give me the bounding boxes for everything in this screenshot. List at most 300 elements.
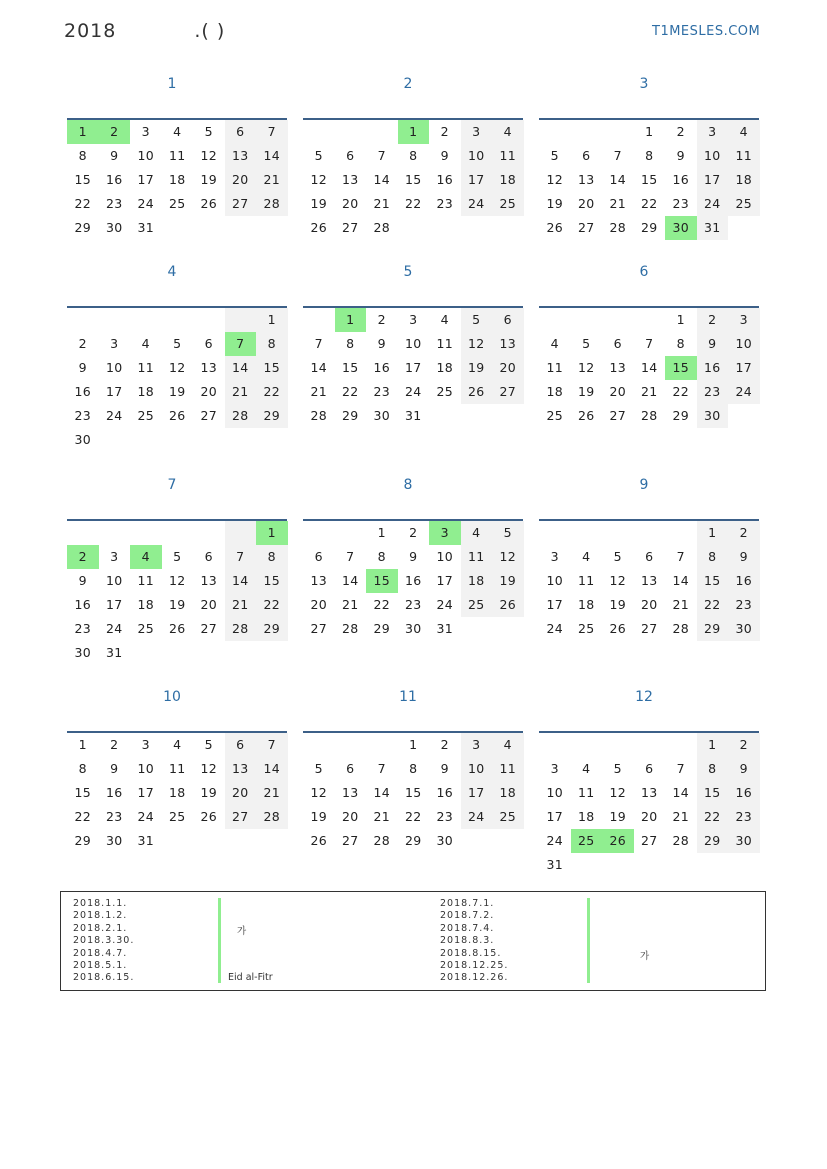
day-cell: 24 [697, 192, 729, 216]
empty-cell [602, 308, 634, 332]
day-cell: 22 [672, 384, 689, 399]
day-cell: 18 [168, 785, 186, 800]
day-cell: 18 [577, 809, 595, 824]
day-cell: 25 [168, 196, 186, 211]
day-cell: 4 [173, 124, 182, 139]
legend-date: 2018.1.2. [73, 910, 128, 922]
day-cell: 29 [697, 617, 729, 641]
day-cell: 16 [728, 781, 760, 805]
holiday-legend [60, 891, 766, 991]
day-cell: 7 [676, 549, 685, 564]
day-cell: 24 [105, 408, 123, 423]
day-cell: 21 [341, 597, 359, 612]
day-cell: 1 [256, 308, 288, 332]
legend-right-dates [440, 898, 508, 985]
day-cell: 17 [461, 781, 493, 805]
day-cell: 11 [137, 360, 154, 375]
day-cell: 6 [582, 148, 591, 163]
month-grid [67, 731, 287, 853]
day-cell: 3 [141, 737, 150, 752]
day-cell: 19 [577, 384, 595, 399]
day-cell: 16 [672, 172, 689, 187]
day-cell: 4 [440, 312, 449, 327]
empty-cell [225, 308, 257, 332]
day-cell: 9 [728, 545, 760, 569]
month-grid [539, 306, 759, 428]
day-cell: 2 [377, 312, 386, 327]
day-cell: 25 [436, 384, 453, 399]
day-cell: 13 [640, 573, 658, 588]
day-cell: 27 [200, 621, 217, 636]
day-cell: 24 [105, 621, 123, 636]
day-cell: 1 [676, 312, 685, 327]
day-cell: 5 [204, 124, 213, 139]
day-cell: 9 [78, 360, 87, 375]
day-cell: 9 [377, 336, 386, 351]
day-cell: 5 [204, 737, 213, 752]
empty-cell [634, 308, 666, 332]
day-cell: 29 [341, 408, 359, 423]
day-cell: 23 [697, 380, 729, 404]
day-cell: 26 [200, 809, 217, 824]
legend-left-bar [218, 898, 221, 983]
day-cell: 1 [398, 120, 430, 144]
day-cell: 20 [577, 196, 595, 211]
day-cell: 16 [373, 360, 390, 375]
day-cell: 23 [105, 196, 123, 211]
empty-cell [602, 521, 634, 545]
day-cell: 16 [728, 569, 760, 593]
day-cell: 4 [141, 336, 150, 351]
day-cell: 25 [137, 621, 154, 636]
day-cell: 17 [697, 168, 729, 192]
day-cell: 15 [74, 785, 91, 800]
day-cell: 12 [200, 761, 217, 776]
day-cell: 2 [697, 308, 729, 332]
day-cell: 26 [168, 621, 186, 636]
day-cell: 24 [546, 833, 563, 848]
day-cell: 1 [67, 120, 99, 144]
day-cell: 2 [728, 733, 760, 757]
empty-cell [162, 308, 194, 332]
day-cell: 11 [492, 144, 524, 168]
day-cell: 3 [461, 120, 493, 144]
day-cell: 2 [409, 525, 418, 540]
day-cell: 27 [310, 621, 327, 636]
day-cell: 5 [461, 308, 493, 332]
day-cell: 4 [492, 733, 524, 757]
day-cell: 8 [409, 148, 418, 163]
month-3 [539, 76, 759, 240]
legend-left-dates [73, 898, 134, 985]
day-cell: 10 [137, 148, 154, 163]
month-5 [303, 264, 523, 428]
empty-cell [130, 521, 162, 545]
month-4 [67, 264, 287, 452]
day-cell: 19 [310, 196, 327, 211]
day-cell: 12 [168, 360, 186, 375]
day-cell: 18 [137, 384, 154, 399]
day-cell: 22 [74, 196, 91, 211]
day-cell: 5 [492, 521, 524, 545]
month-grid [303, 306, 523, 428]
day-cell: 15 [697, 569, 729, 593]
month-grid [539, 731, 759, 877]
day-cell: 4 [492, 120, 524, 144]
day-cell: 21 [225, 380, 257, 404]
day-cell: 26 [602, 829, 634, 853]
day-cell: 13 [341, 785, 359, 800]
day-cell: 14 [256, 144, 288, 168]
day-cell: 3 [728, 308, 760, 332]
day-cell: 7 [346, 549, 355, 564]
day-cell: 3 [461, 733, 493, 757]
legend-left-name: 가 [237, 926, 247, 937]
legend-right-name: 가 [640, 951, 650, 962]
day-cell: 31 [697, 216, 729, 240]
month-12 [539, 689, 759, 877]
day-cell: 19 [492, 569, 524, 593]
empty-cell [67, 308, 99, 332]
legend-date: 2018.7.4. [440, 922, 495, 934]
day-cell: 20 [341, 196, 359, 211]
legend-date: 2018.7.2. [440, 910, 495, 922]
day-cell: 15 [256, 356, 288, 380]
day-cell: 20 [310, 597, 327, 612]
day-cell: 10 [728, 332, 760, 356]
day-cell: 18 [546, 384, 563, 399]
day-cell: 13 [225, 757, 257, 781]
day-cell: 13 [640, 785, 658, 800]
month-grid [539, 519, 759, 641]
day-cell: 27 [225, 805, 257, 829]
day-cell: 25 [137, 408, 154, 423]
day-cell: 20 [640, 809, 658, 824]
day-cell: 10 [105, 573, 123, 588]
day-cell: 5 [613, 761, 622, 776]
day-cell: 7 [377, 148, 386, 163]
day-cell: 20 [200, 384, 217, 399]
day-cell: 23 [373, 384, 390, 399]
day-cell: 27 [640, 833, 658, 848]
day-cell: 30 [665, 216, 697, 240]
day-cell: 28 [256, 192, 288, 216]
day-cell: 27 [492, 380, 524, 404]
empty-cell [571, 733, 603, 757]
day-cell: 26 [577, 408, 595, 423]
empty-cell [193, 521, 225, 545]
day-cell: 31 [105, 645, 123, 660]
day-cell: 6 [645, 549, 654, 564]
day-cell: 9 [409, 549, 418, 564]
day-cell: 5 [173, 549, 182, 564]
day-cell: 8 [697, 545, 729, 569]
day-cell: 30 [436, 833, 453, 848]
day-cell: 6 [204, 549, 213, 564]
day-cell: 16 [697, 356, 729, 380]
day-cell: 7 [377, 761, 386, 776]
day-cell: 15 [74, 172, 91, 187]
day-cell: 14 [640, 360, 658, 375]
day-cell: 23 [728, 593, 760, 617]
day-cell: 28 [225, 617, 257, 641]
day-cell: 23 [404, 597, 422, 612]
day-cell: 1 [377, 525, 386, 540]
day-cell: 27 [341, 833, 359, 848]
day-cell: 16 [74, 597, 91, 612]
day-cell: 27 [640, 621, 658, 636]
day-cell: 2 [728, 521, 760, 545]
day-cell: 26 [168, 408, 186, 423]
day-cell: 9 [110, 148, 119, 163]
day-cell: 23 [436, 809, 453, 824]
empty-cell [99, 308, 131, 332]
empty-cell [634, 521, 666, 545]
day-cell: 28 [640, 408, 658, 423]
day-cell: 11 [577, 785, 595, 800]
day-cell: 12 [168, 573, 186, 588]
day-cell: 5 [613, 549, 622, 564]
day-cell: 30 [728, 617, 760, 641]
day-cell: 12 [492, 545, 524, 569]
day-cell: 31 [546, 857, 563, 872]
site-link[interactable]: T1MESLES.COM [652, 24, 761, 39]
empty-cell [162, 521, 194, 545]
day-cell: 6 [314, 549, 323, 564]
legend-date: 2018.3.30. [73, 935, 135, 947]
day-cell: 28 [672, 621, 689, 636]
day-cell: 3 [409, 312, 418, 327]
day-cell: 10 [546, 785, 563, 800]
empty-cell [539, 521, 571, 545]
day-cell: 18 [436, 360, 453, 375]
day-cell: 5 [314, 148, 323, 163]
day-cell: 19 [461, 356, 493, 380]
day-cell: 15 [665, 356, 697, 380]
month-title: 4 [167, 264, 177, 280]
day-cell: 8 [676, 336, 685, 351]
day-cell: 17 [436, 573, 453, 588]
day-cell: 24 [546, 621, 563, 636]
day-cell: 14 [373, 172, 390, 187]
day-cell: 14 [373, 785, 390, 800]
day-cell: 9 [728, 757, 760, 781]
day-cell: 21 [256, 168, 288, 192]
day-cell: 9 [697, 332, 729, 356]
legend-right-bar [587, 898, 590, 983]
month-1 [67, 76, 287, 240]
day-cell: 11 [546, 360, 563, 375]
day-cell: 24 [404, 384, 422, 399]
day-cell: 27 [341, 220, 359, 235]
empty-cell [539, 308, 571, 332]
month-title: 5 [403, 264, 413, 280]
day-cell: 12 [310, 172, 327, 187]
day-cell: 26 [310, 833, 327, 848]
legend-date: 2018.1.1. [73, 898, 128, 909]
day-cell: 10 [404, 336, 422, 351]
day-cell: 25 [492, 192, 524, 216]
day-cell: 6 [346, 148, 355, 163]
day-cell: 10 [697, 144, 729, 168]
day-cell: 20 [640, 597, 658, 612]
day-cell: 23 [436, 196, 453, 211]
empty-cell [303, 120, 335, 144]
empty-cell [366, 120, 398, 144]
day-cell: 29 [373, 621, 390, 636]
day-cell: 18 [168, 172, 186, 187]
day-cell: 31 [404, 408, 422, 423]
empty-cell [665, 733, 697, 757]
day-cell: 26 [461, 380, 493, 404]
day-cell: 12 [461, 332, 493, 356]
day-cell: 16 [105, 785, 123, 800]
day-cell: 5 [550, 148, 559, 163]
day-cell: 16 [436, 785, 453, 800]
day-cell: 26 [310, 220, 327, 235]
day-cell: 31 [137, 833, 154, 848]
day-cell: 29 [672, 408, 689, 423]
day-cell: 28 [341, 621, 359, 636]
day-cell: 20 [341, 809, 359, 824]
day-cell: 19 [168, 384, 186, 399]
day-cell: 22 [256, 593, 288, 617]
day-cell: 17 [137, 785, 154, 800]
empty-cell [130, 308, 162, 332]
day-cell: 27 [200, 408, 217, 423]
day-cell: 19 [168, 597, 186, 612]
day-cell: 9 [440, 148, 449, 163]
day-cell: 15 [404, 785, 422, 800]
day-cell: 4 [550, 336, 559, 351]
legend-date: 2018.4.7. [73, 947, 128, 959]
day-cell: 10 [461, 757, 493, 781]
day-cell: 23 [728, 805, 760, 829]
day-cell: 8 [256, 545, 288, 569]
day-cell: 21 [672, 809, 689, 824]
empty-cell [571, 308, 603, 332]
day-cell: 8 [256, 332, 288, 356]
day-cell: 21 [672, 597, 689, 612]
day-cell: 8 [346, 336, 355, 351]
month-10 [67, 689, 287, 853]
day-cell: 22 [404, 809, 422, 824]
day-cell: 2 [78, 336, 87, 351]
month-title: 7 [167, 477, 177, 493]
day-cell: 31 [436, 621, 453, 636]
day-cell: 18 [492, 168, 524, 192]
empty-cell [602, 733, 634, 757]
empty-cell [335, 521, 367, 545]
day-cell: 6 [613, 336, 622, 351]
day-cell: 1 [335, 308, 367, 332]
day-cell: 29 [697, 829, 729, 853]
day-cell: 6 [204, 336, 213, 351]
month-title: 2 [403, 76, 413, 92]
day-cell: 3 [550, 761, 559, 776]
day-cell: 17 [728, 356, 760, 380]
day-cell: 4 [582, 761, 591, 776]
day-cell: 19 [546, 196, 563, 211]
legend-date: 2018.12.25. [440, 959, 509, 971]
day-cell: 13 [200, 573, 217, 588]
day-cell: 28 [373, 220, 390, 235]
empty-cell [571, 521, 603, 545]
day-cell: 7 [645, 336, 654, 351]
day-cell: 2 [440, 737, 449, 752]
day-cell: 2 [440, 124, 449, 139]
day-cell: 12 [609, 785, 626, 800]
legend-date: 2018.8.15. [440, 947, 502, 959]
day-cell: 9 [440, 761, 449, 776]
day-cell: 13 [609, 360, 626, 375]
empty-cell [99, 521, 131, 545]
day-cell: 25 [546, 408, 563, 423]
day-cell: 19 [200, 172, 217, 187]
day-cell: 13 [577, 172, 595, 187]
day-cell: 10 [546, 573, 563, 588]
day-cell: 12 [200, 148, 217, 163]
day-cell: 21 [225, 593, 257, 617]
day-cell: 27 [577, 220, 595, 235]
month-11 [303, 689, 523, 853]
title-year: 2018 [64, 20, 117, 42]
month-9 [539, 477, 759, 641]
day-cell: 5 [582, 336, 591, 351]
day-cell: 14 [225, 356, 257, 380]
day-cell: 14 [310, 360, 327, 375]
day-cell: 30 [105, 220, 123, 235]
day-cell: 10 [436, 549, 453, 564]
empty-cell [571, 120, 603, 144]
day-cell: 17 [546, 809, 563, 824]
day-cell: 12 [609, 573, 626, 588]
day-cell: 17 [105, 597, 123, 612]
day-cell: 18 [728, 168, 760, 192]
day-cell: 18 [461, 569, 493, 593]
day-cell: 15 [640, 172, 658, 187]
month-grid [67, 519, 287, 665]
day-cell: 28 [609, 220, 626, 235]
day-cell: 9 [676, 148, 685, 163]
day-cell: 24 [137, 196, 154, 211]
day-cell: 12 [546, 172, 563, 187]
empty-cell [539, 733, 571, 757]
month-title: 10 [163, 689, 181, 705]
day-cell: 19 [609, 809, 626, 824]
day-cell: 16 [436, 172, 453, 187]
month-title: 9 [639, 477, 649, 493]
title-paren: .( ) [194, 20, 226, 42]
day-cell: 9 [78, 573, 87, 588]
day-cell: 30 [404, 621, 422, 636]
empty-cell [602, 120, 634, 144]
day-cell: 17 [461, 168, 493, 192]
day-cell: 3 [550, 549, 559, 564]
empty-cell [665, 521, 697, 545]
day-cell: 7 [676, 761, 685, 776]
day-cell: 6 [225, 120, 257, 144]
day-cell: 21 [256, 781, 288, 805]
empty-cell [303, 733, 335, 757]
day-cell: 16 [105, 172, 123, 187]
empty-cell [303, 521, 335, 545]
day-cell: 15 [697, 781, 729, 805]
day-cell: 28 [672, 833, 689, 848]
day-cell: 10 [137, 761, 154, 776]
day-cell: 25 [728, 192, 760, 216]
day-cell: 7 [225, 545, 257, 569]
